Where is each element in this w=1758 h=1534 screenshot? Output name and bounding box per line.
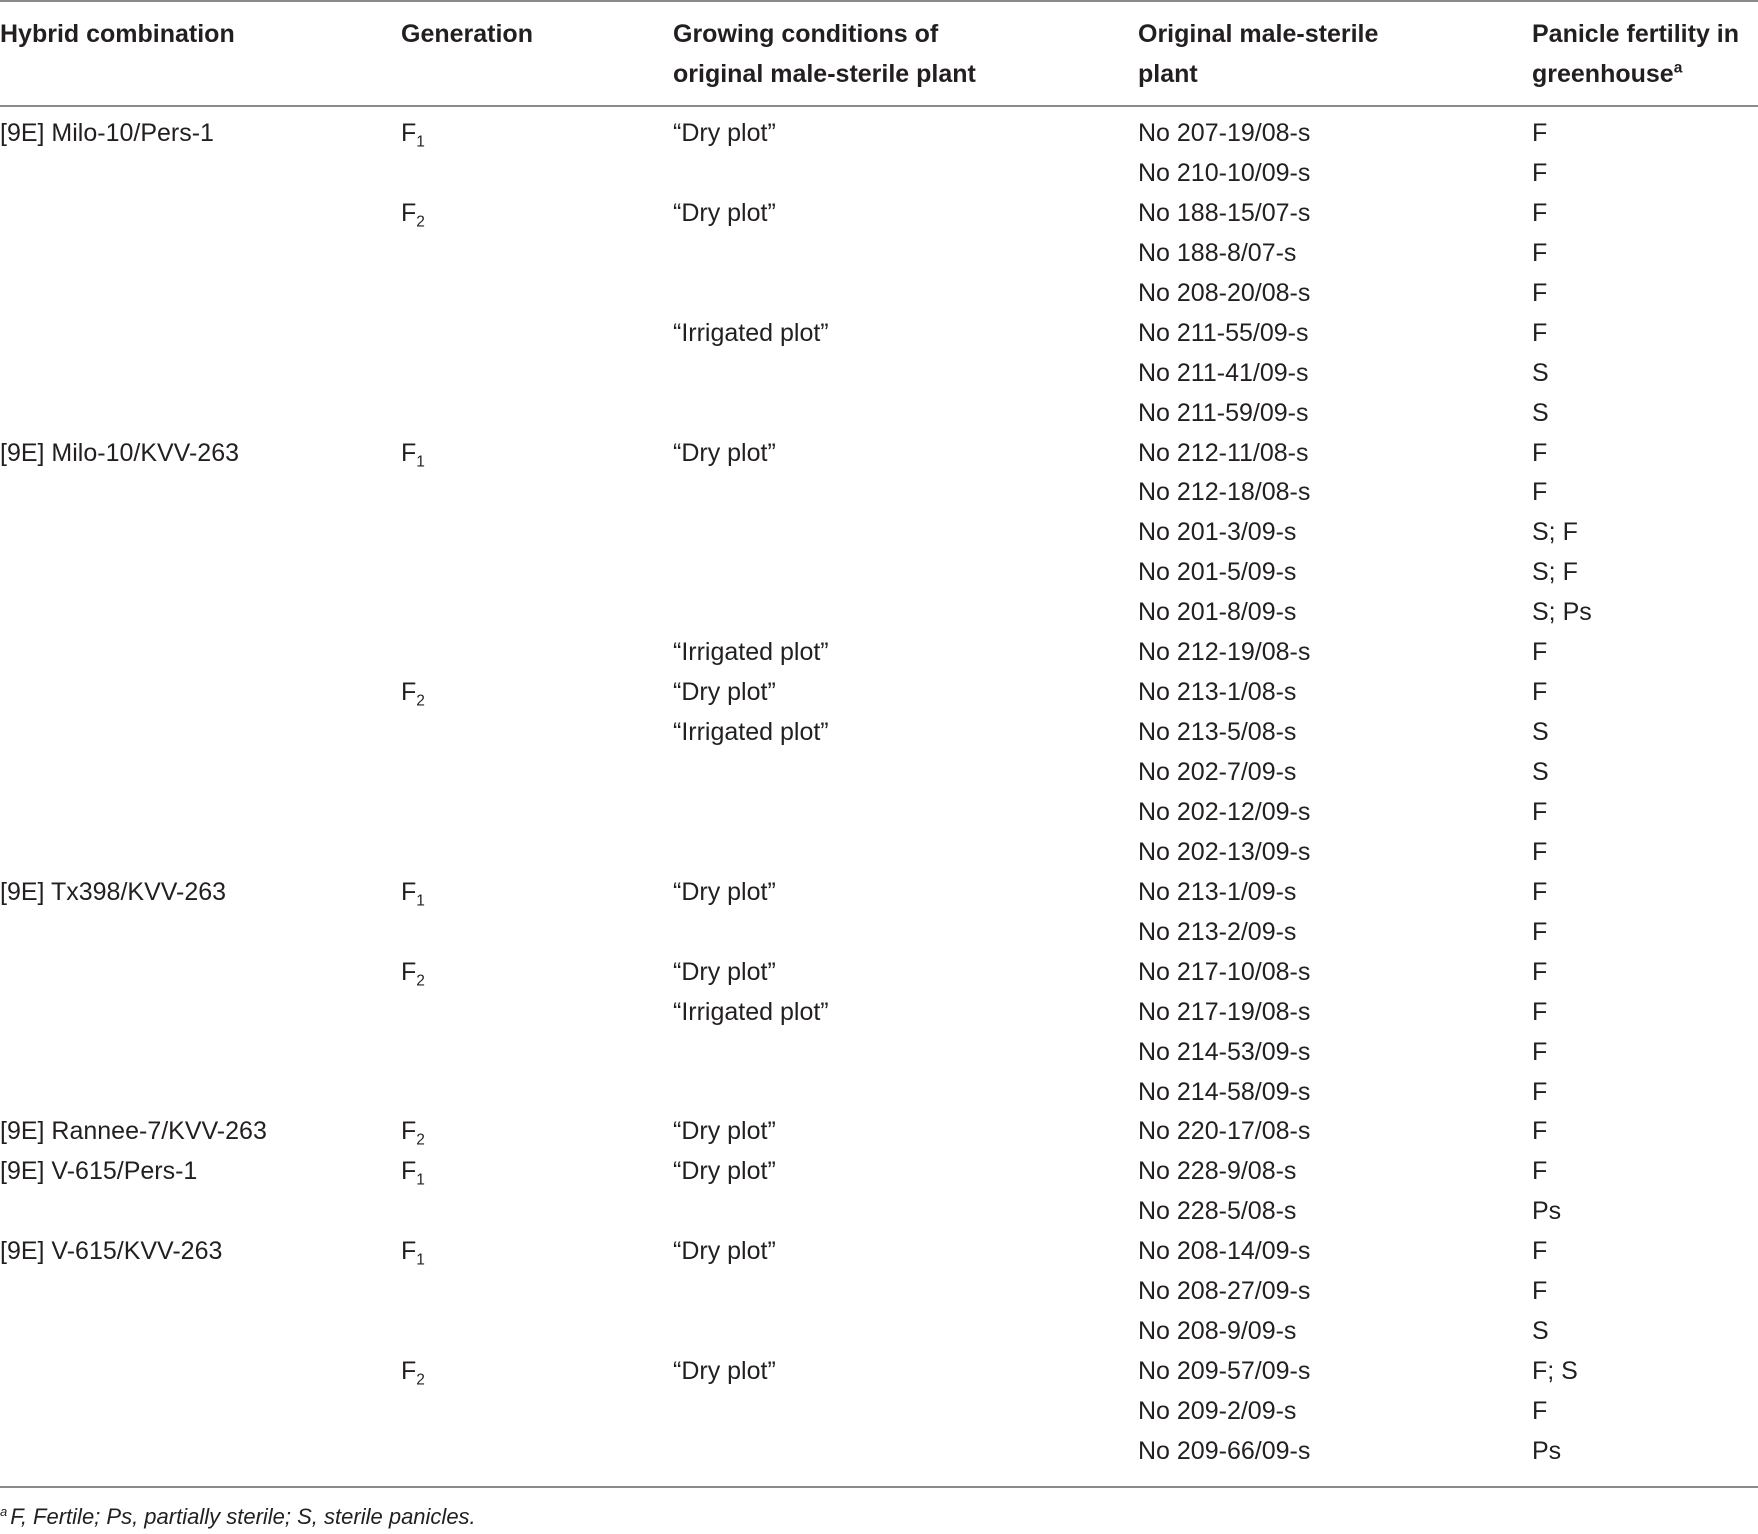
table-header-rule <box>0 105 1758 107</box>
table-row <box>0 433 1758 473</box>
cell-hybrid-combination: [9E] Tx398/KVV-263 <box>0 877 227 906</box>
table-row <box>0 1111 1758 1151</box>
cell-growing-conditions: “Dry plot” <box>673 1357 776 1386</box>
table-row <box>0 1032 1758 1072</box>
cell-panicle-fertility: F <box>1532 1237 1548 1266</box>
cell-hybrid-combination: [9E] Rannee-7/KVV-263 <box>0 1117 267 1146</box>
table-row <box>0 1391 1758 1431</box>
cell-panicle-fertility: S; Ps <box>1532 598 1592 627</box>
cell-panicle-fertility: F <box>1532 837 1548 866</box>
table-row <box>0 592 1758 632</box>
generation-base: F <box>401 438 417 467</box>
generation-base: F <box>401 1357 417 1386</box>
header-hybrid-combination-text: Hybrid combination <box>0 20 235 48</box>
cell-original-plant: No 208-9/09-s <box>1138 1317 1297 1346</box>
table-row <box>0 832 1758 872</box>
cell-panicle-fertility: S <box>1532 358 1549 387</box>
cell-original-plant: No 208-14/09-s <box>1138 1237 1311 1266</box>
generation-base: F <box>401 1157 417 1186</box>
generation-base: F <box>401 198 417 227</box>
cell-original-plant: No 220-17/08-s <box>1138 1117 1311 1146</box>
cell-original-plant: No 207-19/08-s <box>1138 119 1311 147</box>
cell-panicle-fertility: S; F <box>1532 518 1578 547</box>
generation-subscript: 2 <box>416 692 425 710</box>
cell-original-plant: No 208-20/08-s <box>1138 278 1311 307</box>
table-row <box>0 113 1758 153</box>
cell-original-plant: No 214-58/09-s <box>1138 1077 1311 1106</box>
table-row <box>0 313 1758 353</box>
table-row <box>0 1191 1758 1231</box>
table-row <box>0 992 1758 1032</box>
cell-panicle-fertility: F <box>1532 438 1548 467</box>
cell-generation <box>401 1151 425 1191</box>
cell-panicle-fertility: F <box>1532 318 1548 347</box>
cell-original-plant: No 201-8/09-s <box>1138 598 1297 627</box>
generation-subscript: 2 <box>416 213 425 231</box>
cell-panicle-fertility: F <box>1532 997 1548 1026</box>
generation-base: F <box>401 957 417 986</box>
cell-original-plant: No 217-19/08-s <box>1138 997 1311 1026</box>
table-row <box>0 273 1758 313</box>
cell-original-plant: No 209-2/09-s <box>1138 1397 1297 1425</box>
cell-original-plant: No 213-5/08-s <box>1138 718 1297 747</box>
cell-original-plant: No 202-13/09-s <box>1138 837 1311 866</box>
cell-original-plant: No 209-66/09-s <box>1138 1436 1311 1465</box>
header-growing-conditions <box>673 14 976 94</box>
cell-original-plant: No 201-5/09-s <box>1138 558 1297 587</box>
cell-original-plant: No 212-11/08-s <box>1138 438 1309 467</box>
table-top-rule <box>0 0 1758 2</box>
cell-original-plant: No 212-18/08-s <box>1138 478 1311 507</box>
cell-panicle-fertility: F <box>1532 877 1548 906</box>
cell-original-plant: No 211-41/09-s <box>1138 358 1309 387</box>
table-row <box>0 912 1758 952</box>
cell-growing-conditions: “Irrigated plot” <box>673 997 829 1026</box>
header-generation <box>401 14 533 54</box>
cell-original-plant: No 202-7/09-s <box>1138 758 1297 786</box>
header-generation-text: Generation <box>401 20 533 48</box>
cell-hybrid-combination: [9E] V-615/Pers-1 <box>0 1157 198 1186</box>
table-row <box>0 1231 1758 1271</box>
table-bottom-rule <box>0 1486 1758 1488</box>
table-footnote <box>0 1502 476 1532</box>
cell-original-plant: No 208-27/09-s <box>1138 1277 1311 1306</box>
table-row <box>0 672 1758 712</box>
cell-generation <box>401 113 425 153</box>
table-row <box>0 1351 1758 1391</box>
cell-panicle-fertility: F <box>1532 1037 1548 1066</box>
cell-panicle-fertility: F <box>1532 278 1548 307</box>
table-row <box>0 193 1758 233</box>
table-row <box>0 792 1758 832</box>
cell-hybrid-combination: [9E] V-615/KVV-263 <box>0 1237 223 1266</box>
cell-panicle-fertility: S <box>1532 1317 1549 1346</box>
cell-original-plant: No 211-59/09-s <box>1138 398 1309 427</box>
generation-subscript: 1 <box>416 452 425 470</box>
cell-panicle-fertility: F <box>1532 1157 1548 1186</box>
generation-subscript: 2 <box>416 1371 425 1389</box>
table-row <box>0 552 1758 592</box>
generation-subscript: 1 <box>416 1251 425 1269</box>
cell-original-plant: No 210-10/09-s <box>1138 158 1311 187</box>
header-growing-line1: Growing conditions of <box>673 20 939 48</box>
header-panicle-fertility <box>1532 14 1739 94</box>
header-hybrid-combination <box>0 14 235 54</box>
table-row <box>0 1072 1758 1112</box>
cell-growing-conditions: “Dry plot” <box>673 877 776 906</box>
cell-panicle-fertility: F <box>1532 1277 1548 1306</box>
cell-original-plant: No 213-1/09-s <box>1138 877 1297 906</box>
cell-original-plant: No 209-57/09-s <box>1138 1357 1311 1386</box>
generation-base: F <box>401 1237 417 1266</box>
cell-panicle-fertility: S; F <box>1532 558 1578 587</box>
cell-generation <box>401 1351 425 1391</box>
generation-subscript: 1 <box>416 1171 425 1189</box>
table-row <box>0 153 1758 193</box>
cell-original-plant: No 188-15/07-s <box>1138 198 1311 227</box>
cell-original-plant: No 213-1/08-s <box>1138 678 1297 707</box>
table-row <box>0 233 1758 273</box>
cell-original-plant: No 211-55/09-s <box>1138 318 1309 347</box>
cell-hybrid-combination: [9E] Milo-10/Pers-1 <box>0 119 214 147</box>
cell-original-plant: No 213-2/09-s <box>1138 917 1297 946</box>
generation-base: F <box>401 1117 417 1146</box>
cell-panicle-fertility: F <box>1532 678 1548 707</box>
cell-growing-conditions: “Irrigated plot” <box>673 638 829 667</box>
cell-panicle-fertility: F <box>1532 1397 1548 1425</box>
header-fertility-line2: greenhouse <box>1532 60 1674 88</box>
cell-generation <box>401 952 425 992</box>
table-row <box>0 752 1758 792</box>
header-fertility-line1: Panicle fertility in <box>1532 20 1740 48</box>
generation-base: F <box>401 119 417 147</box>
cell-panicle-fertility: F <box>1532 638 1548 667</box>
cell-generation <box>401 193 425 233</box>
header-growing-line2: original male-sterile plant <box>673 60 976 88</box>
cell-original-plant: No 212-19/08-s <box>1138 638 1311 667</box>
cell-growing-conditions: “Irrigated plot” <box>673 318 829 347</box>
cell-panicle-fertility: S <box>1532 718 1549 747</box>
generation-subscript: 2 <box>416 972 425 990</box>
cell-generation <box>401 433 425 473</box>
cell-growing-conditions: “Dry plot” <box>673 1157 776 1186</box>
table-row <box>0 1431 1758 1471</box>
cell-panicle-fertility: F <box>1532 478 1548 507</box>
generation-base: F <box>401 678 417 707</box>
table-row <box>0 353 1758 393</box>
cell-panicle-fertility: Ps <box>1532 1436 1562 1465</box>
cell-hybrid-combination: [9E] Milo-10/KVV-263 <box>0 438 240 467</box>
generation-subscript: 1 <box>416 133 425 151</box>
table-row <box>0 872 1758 912</box>
cell-original-plant: No 217-10/08-s <box>1138 957 1311 986</box>
cell-panicle-fertility: F <box>1532 797 1548 826</box>
cell-panicle-fertility: F <box>1532 119 1548 147</box>
cell-panicle-fertility: F <box>1532 198 1548 227</box>
generation-subscript: 1 <box>416 892 425 910</box>
cell-panicle-fertility: S <box>1532 398 1549 427</box>
footnote-mark: a <box>0 1503 8 1519</box>
cell-generation <box>401 872 425 912</box>
cell-growing-conditions: “Dry plot” <box>673 198 776 227</box>
cell-growing-conditions: “Dry plot” <box>673 438 776 467</box>
table-row <box>0 1151 1758 1191</box>
header-plant-line1: Original male-sterile <box>1138 20 1379 48</box>
cell-growing-conditions: “Dry plot” <box>673 957 776 986</box>
cell-original-plant: No 202-12/09-s <box>1138 797 1311 826</box>
cell-generation <box>401 1231 425 1271</box>
cell-generation <box>401 1111 425 1151</box>
cell-panicle-fertility: Ps <box>1532 1197 1562 1226</box>
cell-growing-conditions: “Irrigated plot” <box>673 718 829 747</box>
cell-panicle-fertility: F <box>1532 238 1548 267</box>
cell-panicle-fertility: F <box>1532 957 1548 986</box>
cell-original-plant: No 228-5/08-s <box>1138 1197 1297 1226</box>
cell-growing-conditions: “Dry plot” <box>673 678 776 707</box>
cell-growing-conditions: “Dry plot” <box>673 1117 776 1146</box>
cell-panicle-fertility: F <box>1532 1077 1548 1106</box>
header-plant-line2: plant <box>1138 60 1198 88</box>
header-fertility-footnote-mark: a <box>1673 59 1683 77</box>
cell-original-plant: No 201-3/09-s <box>1138 518 1297 547</box>
generation-subscript: 2 <box>416 1131 425 1149</box>
table-row <box>0 512 1758 552</box>
table-row <box>0 1271 1758 1311</box>
cell-generation <box>401 672 425 712</box>
cell-original-plant: No 188-8/07-s <box>1138 238 1297 267</box>
cell-panicle-fertility: F; S <box>1532 1357 1578 1386</box>
cell-original-plant: No 228-9/08-s <box>1138 1157 1297 1186</box>
cell-panicle-fertility: F <box>1532 917 1548 946</box>
table-row <box>0 632 1758 672</box>
table-row <box>0 472 1758 512</box>
cell-panicle-fertility: S <box>1532 758 1549 786</box>
cell-growing-conditions: “Dry plot” <box>673 1237 776 1266</box>
header-fertility-line2-wrap <box>1532 54 1739 94</box>
table-row <box>0 393 1758 433</box>
table-body <box>0 113 1758 1471</box>
cell-panicle-fertility: F <box>1532 1117 1548 1146</box>
table-row <box>0 1311 1758 1351</box>
cell-panicle-fertility: F <box>1532 158 1548 187</box>
generation-base: F <box>401 877 417 906</box>
table-row <box>0 712 1758 752</box>
header-original-plant <box>1138 14 1378 94</box>
cell-growing-conditions: “Dry plot” <box>673 119 776 147</box>
cell-original-plant: No 214-53/09-s <box>1138 1037 1311 1066</box>
footnote-text: F, Fertile; Ps, partially sterile; S, sterile panicles. <box>10 1504 476 1529</box>
table-row <box>0 952 1758 992</box>
